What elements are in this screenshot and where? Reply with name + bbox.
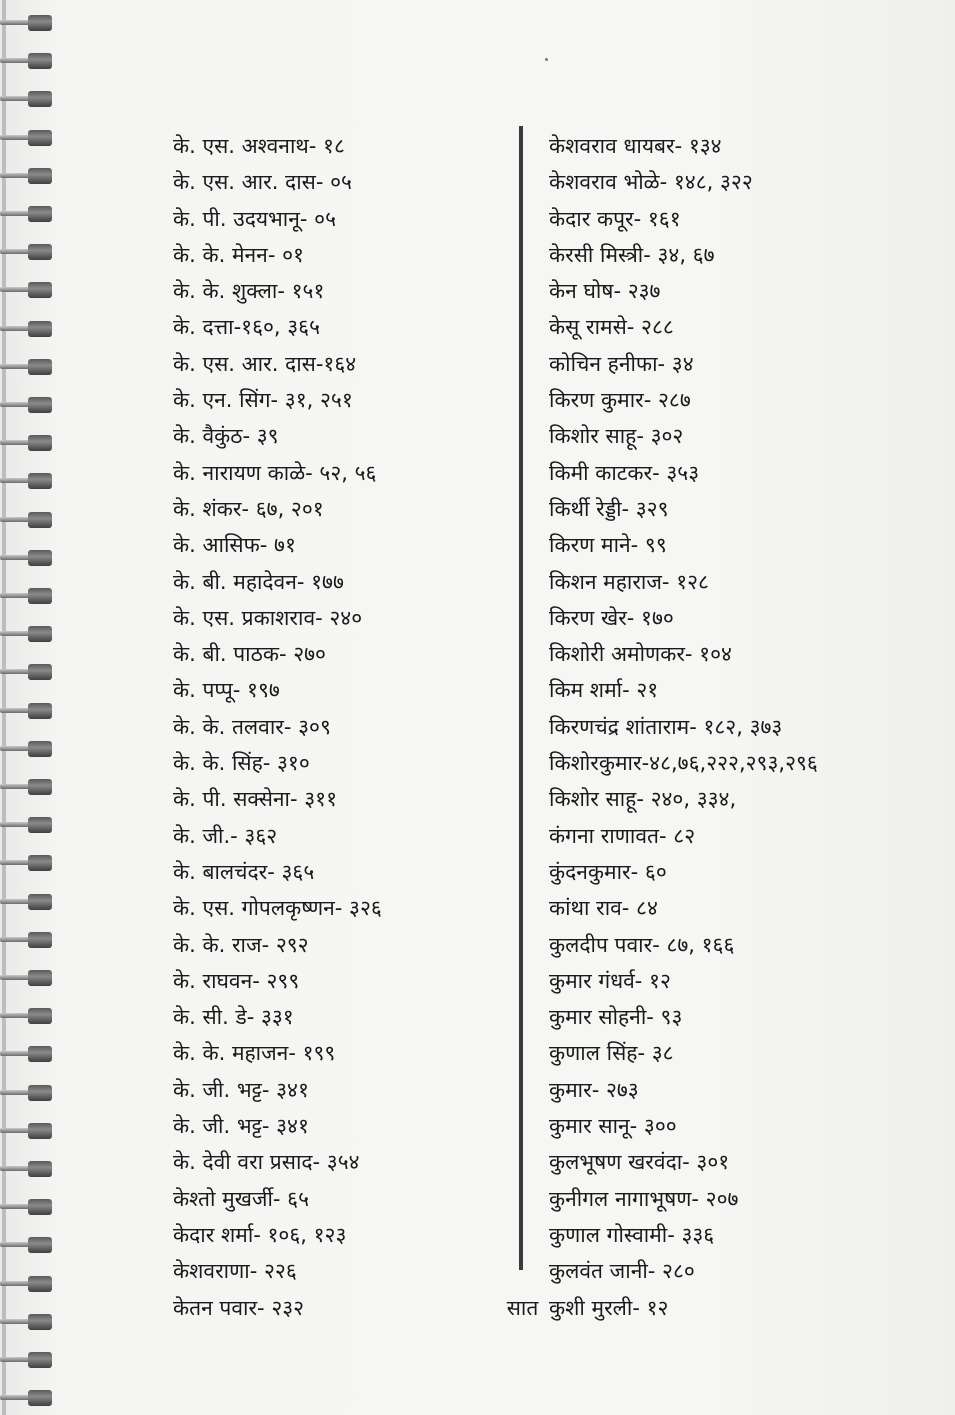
index-entry: कुमार- २७३ xyxy=(549,1077,639,1102)
spiral-ring xyxy=(0,1158,52,1180)
spiral-ring xyxy=(0,891,52,913)
index-entry: कंगना राणावत- ८२ xyxy=(549,823,696,848)
punch-hole xyxy=(28,970,52,986)
spiral-wire xyxy=(0,440,30,445)
punch-hole xyxy=(28,1352,52,1368)
index-entry: कुलवंत जानी- २८० xyxy=(549,1259,695,1284)
column-divider xyxy=(519,126,523,1270)
spiral-ring xyxy=(0,1082,52,1104)
index-entry: के. जी. भट्ट- ३४१ xyxy=(173,1114,309,1139)
spiral-ring xyxy=(0,1120,52,1142)
spiral-ring xyxy=(0,547,52,569)
index-entry: किशोरकुमार-४८,७६,२२२,२९३,२९६ xyxy=(549,751,818,776)
index-entry: किरण खेर- १७० xyxy=(549,605,674,630)
spiral-wire xyxy=(0,822,30,827)
spiral-wire xyxy=(0,555,30,560)
punch-hole xyxy=(28,53,52,69)
spiral-ring xyxy=(0,1005,52,1027)
spiral-wire xyxy=(0,364,30,369)
spiral-wire xyxy=(0,173,30,178)
index-entry: के. के. तलवार- ३०९ xyxy=(173,714,331,739)
punch-hole xyxy=(28,435,52,451)
spiral-ring xyxy=(0,203,52,225)
index-entry: कुमार सानू- ३०० xyxy=(549,1114,677,1139)
index-entry: के. एस. आर. दास- ०५ xyxy=(173,170,352,195)
index-entry: केसू रामसे- २८८ xyxy=(549,315,674,340)
spiral-wire xyxy=(0,1357,30,1362)
punch-hole xyxy=(28,703,52,719)
spiral-ring xyxy=(0,585,52,607)
punch-hole xyxy=(28,206,52,222)
punch-hole xyxy=(28,932,52,948)
spiral-ring xyxy=(0,318,52,340)
punch-hole xyxy=(28,855,52,871)
index-entry: कोचिन हनीफा- ३४ xyxy=(549,351,694,376)
index-entry: किमी काटकर- ३५३ xyxy=(549,460,700,485)
index-entry: के. एस. अश्वनाथ- १८ xyxy=(173,134,345,158)
punch-hole xyxy=(28,359,52,375)
spiral-ring xyxy=(0,1273,52,1295)
spiral-wire xyxy=(0,1051,30,1056)
punch-hole xyxy=(28,130,52,146)
index-entry: कुमार गंधर्व- १२ xyxy=(549,968,671,993)
index-entry: किशोर साहू- २४०, ३३४, xyxy=(549,787,737,812)
spiral-ring xyxy=(0,738,52,760)
spiral-wire xyxy=(0,669,30,674)
punch-hole xyxy=(28,397,52,413)
index-entry: केश्तो मुखर्जी- ६५ xyxy=(173,1186,309,1211)
spiral-wire xyxy=(0,1204,30,1209)
spiral-ring xyxy=(0,1234,52,1256)
spiral-ring xyxy=(0,967,52,989)
punch-hole xyxy=(28,894,52,910)
spiral-wire xyxy=(0,1013,30,1018)
index-entry: केदार शर्मा- १०६, १२३ xyxy=(173,1222,347,1247)
index-entry: के. बालचंदर- ३६५ xyxy=(173,859,315,884)
index-entry: केशवराव भोळे- १४८, ३२२ xyxy=(549,170,753,195)
spiral-wire xyxy=(0,58,30,63)
index-entry: केरसी मिस्त्री- ३४, ६७ xyxy=(549,242,715,267)
index-entry: केन घोष- २३७ xyxy=(549,279,661,304)
punch-hole xyxy=(28,817,52,833)
index-entry: के. एन. सिंग- ३१, २५१ xyxy=(173,388,353,413)
index-entry: कुमार सोहनी- ९३ xyxy=(549,1005,683,1030)
spiral-ring xyxy=(0,470,52,492)
punch-hole xyxy=(28,588,52,604)
punch-hole xyxy=(28,1085,52,1101)
spiral-wire xyxy=(0,287,30,292)
spiral-ring xyxy=(0,623,52,645)
index-entry: के. एस. प्रकाशराव- २४० xyxy=(173,605,363,630)
punch-hole xyxy=(28,550,52,566)
spiral-wire xyxy=(0,975,30,980)
punch-hole xyxy=(28,512,52,528)
spiral-ring xyxy=(0,165,52,187)
index-entry: के. के. राज- २९२ xyxy=(173,932,309,957)
spiral-wire xyxy=(0,593,30,598)
index-entry: के. वैकुंठ- ३९ xyxy=(173,424,279,449)
spiral-wire xyxy=(0,326,30,331)
punch-hole xyxy=(28,779,52,795)
index-entry: के. एस. आर. दास-१६४ xyxy=(173,351,357,376)
spiral-wire xyxy=(0,96,30,101)
spiral-ring xyxy=(0,814,52,836)
index-entry: केदार कपूर- १६१ xyxy=(549,206,681,231)
index-entry: के. के. मेनन- ०१ xyxy=(173,242,304,267)
spiral-wire xyxy=(0,631,30,636)
spiral-ring xyxy=(0,12,52,34)
index-column-right xyxy=(549,128,899,1326)
spiral-wire xyxy=(0,135,30,140)
spiral-ring xyxy=(0,1387,52,1409)
index-entry: कुनीगल नागाभूषण- २०७ xyxy=(549,1186,739,1211)
spiral-wire xyxy=(0,1242,30,1247)
spiral-wire xyxy=(0,1281,30,1286)
index-entry: के. के. सिंह- ३१० xyxy=(173,751,310,776)
punch-hole xyxy=(28,626,52,642)
spiral-wire xyxy=(0,20,30,25)
index-entry: किरण कुमार- २८७ xyxy=(549,388,691,413)
punch-hole xyxy=(28,282,52,298)
index-entry: के. बी. महादेवन- १७७ xyxy=(173,569,344,594)
spiral-ring xyxy=(0,127,52,149)
spiral-wire xyxy=(0,937,30,942)
spiral-wire xyxy=(0,746,30,751)
index-entry: केशवराणा- २२६ xyxy=(173,1259,297,1284)
index-entry: कुणाल गोस्वामी- ३३६ xyxy=(549,1222,715,1247)
index-entry: कुणाल सिंह- ३८ xyxy=(549,1041,674,1066)
punch-hole xyxy=(28,1199,52,1215)
spiral-binding xyxy=(0,0,60,1415)
index-entry: के. जी.- ३६२ xyxy=(173,823,278,848)
spiral-ring xyxy=(0,394,52,416)
spiral-ring xyxy=(0,1196,52,1218)
index-entry: के. पी. सक्सेना- ३११ xyxy=(173,787,338,812)
index-entry: के. राघवन- २९९ xyxy=(173,968,300,993)
spiral-ring xyxy=(0,279,52,301)
spiral-wire xyxy=(0,211,30,216)
punch-hole xyxy=(28,168,52,184)
spiral-wire xyxy=(0,1166,30,1171)
spiral-ring xyxy=(0,50,52,72)
punch-hole xyxy=(28,244,52,260)
index-entry: केतन पवार- २३२ xyxy=(173,1295,305,1320)
spiral-ring xyxy=(0,929,52,951)
spiral-wire xyxy=(0,517,30,522)
spiral-wire xyxy=(0,860,30,865)
index-entry: के. शंकर- ६७, २०१ xyxy=(173,496,324,521)
index-entry: कांथा राव- ८४ xyxy=(549,896,658,921)
spiral-ring xyxy=(0,700,52,722)
index-entry: केशवराव धायबर- १३४ xyxy=(549,134,722,158)
spiral-ring xyxy=(0,509,52,531)
punch-hole xyxy=(28,321,52,337)
spiral-wire xyxy=(0,1090,30,1095)
paper-speck xyxy=(545,58,548,61)
spiral-ring xyxy=(0,776,52,798)
page-number: सात xyxy=(506,1296,539,1320)
index-entry: के. नारायण काळे- ५२, ५६ xyxy=(173,460,377,485)
spiral-ring xyxy=(0,1349,52,1371)
index-entry: के. देवी वरा प्रसाद- ३५४ xyxy=(173,1150,360,1175)
index-entry: कुंदनकुमार- ६० xyxy=(549,859,667,884)
punch-hole xyxy=(28,664,52,680)
index-entry: के. के. शुक्ला- १५१ xyxy=(173,279,325,304)
index-entry: किशोरी अमोणकर- १०४ xyxy=(549,642,732,667)
punch-hole xyxy=(28,1276,52,1292)
spiral-wire xyxy=(0,1128,30,1133)
punch-hole xyxy=(28,1046,52,1062)
spiral-ring xyxy=(0,88,52,110)
punch-hole xyxy=(28,1237,52,1253)
index-entry: किशन महाराज- १२८ xyxy=(549,569,709,594)
punch-hole xyxy=(28,473,52,489)
spiral-ring xyxy=(0,356,52,378)
index-entry: के. सी. डे- ३३१ xyxy=(173,1005,294,1030)
spiral-ring xyxy=(0,241,52,263)
index-entry: के. पी. उदयभानू- ०५ xyxy=(173,206,336,231)
index-entry: कुलभूषण खरवंदा- ३०१ xyxy=(549,1150,730,1175)
punch-hole xyxy=(28,1161,52,1177)
spiral-wire xyxy=(0,899,30,904)
spiral-ring xyxy=(0,661,52,683)
index-column-left xyxy=(173,128,503,1326)
index-entry: के. आसिफ- ७१ xyxy=(173,533,296,558)
spiral-wire xyxy=(0,249,30,254)
spiral-ring xyxy=(0,432,52,454)
spiral-wire xyxy=(0,402,30,407)
spiral-wire xyxy=(0,784,30,789)
index-entry: के. के. महाजन- १९९ xyxy=(173,1041,336,1066)
spiral-wire xyxy=(0,478,30,483)
punch-hole xyxy=(28,1123,52,1139)
spiral-wire xyxy=(0,1395,30,1400)
spiral-ring xyxy=(0,852,52,874)
punch-hole xyxy=(28,91,52,107)
punch-hole xyxy=(28,1008,52,1024)
index-entry: किम शर्मा- २१ xyxy=(549,678,659,703)
index-entry: के. पप्पू- १९७ xyxy=(173,678,280,703)
index-entry: किरण माने- ९९ xyxy=(549,533,667,558)
index-entry: कुशी मुरली- १२ xyxy=(549,1295,669,1320)
index-entry: के. एस. गोपलकृष्णन- ३२६ xyxy=(173,896,382,921)
index-entry: के. बी. पाठक- २७० xyxy=(173,642,326,667)
spiral-wire xyxy=(0,708,30,713)
index-entry: किशोर साहू- ३०२ xyxy=(549,424,684,449)
punch-hole xyxy=(28,741,52,757)
punch-hole xyxy=(28,15,52,31)
index-entry: कुलदीप पवार- ८७, १६६ xyxy=(549,932,735,957)
index-entry: के. जी. भट्ट- ३४१ xyxy=(173,1077,309,1102)
index-entry: किर्थी रेड्डी- ३२९ xyxy=(549,496,669,521)
punch-hole xyxy=(28,1390,52,1406)
spiral-ring xyxy=(0,1043,52,1065)
index-entry: किरणचंद्र शांताराम- १८२, ३७३ xyxy=(549,714,783,739)
index-entry: के. दत्ता-१६०, ३६५ xyxy=(173,315,321,340)
